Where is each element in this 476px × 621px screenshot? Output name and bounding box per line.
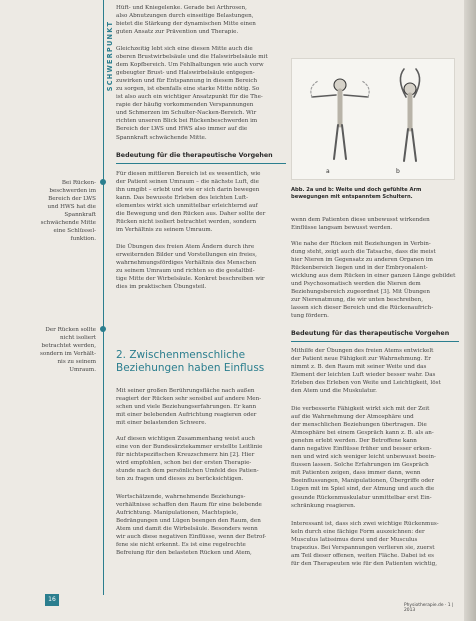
margin-note-2 [32, 326, 96, 374]
text-line: Die Übungen des freien Atem Ändern durch ihre [116, 244, 255, 250]
page-footer: Physiotherapie.de · 1 | 2013 [404, 603, 454, 613]
figure-caption [291, 187, 459, 202]
note-line: nicht isoliert [60, 335, 96, 342]
caption-line: bewegungen mit entspanntem Schultern. [291, 194, 413, 201]
text-line: also Abnutzungen durch einseitige Belastungen, [116, 13, 254, 20]
text-line: zu sorgen, ist ebenfalls eine starke Mitte nötig. So [116, 86, 260, 93]
text-line: für den Therapeuten wie für den Patienten wichtig, [291, 561, 437, 568]
text-line: Atem und damit die Wirbelsäule. Besonders wenn [116, 526, 258, 533]
text-line: eine von der Bundesärztekammer erstellte Leitlinie [116, 444, 263, 451]
margin-note-marker [100, 326, 106, 332]
text-line: zur Nierenatmung, die wir unten beschreiben, [291, 297, 423, 304]
text-line: Rücken nicht isoliert betrachtet werden, sondern [116, 219, 257, 226]
text-line: schränkung reagieren. [291, 502, 356, 509]
text-line: wicklung aus dem Rücken in einer ganzen Länge gebildet [291, 273, 456, 280]
text-line: mit einer belebenden Aufrichtung reagieren oder [116, 412, 257, 419]
text-line: kann. Das bewusste Erleben des leichten Luft- [116, 195, 249, 202]
body-paragraph [291, 405, 459, 510]
text-line: dung steht, zeigt auch die Tatsache, dass die meist [291, 249, 436, 256]
text-line: der Patient neue Fähigkeit zur Wahrnehmung. Er [291, 356, 431, 363]
text-line: Die verbesserte Fähigkeit wirkt sich mit der Zeit [291, 406, 430, 412]
text-line: wenn dem Patienten diese unbewusst wirkenden [291, 217, 430, 223]
body-paragraph [116, 243, 286, 291]
note-line: funktion. [70, 236, 96, 243]
section-tab-label: SCHWERPUNKT [106, 20, 114, 92]
exercise-illustration [292, 59, 454, 179]
text-line: auf die Wahrnehmung der Atmosphäre und [291, 414, 414, 421]
text-line: erweiternden Bilder und Vorstellungen ein freies, [116, 252, 257, 259]
note-line: sondern im Verhält- [39, 351, 96, 358]
text-line: nen und wird sich weniger leicht unbewusst beein- [291, 454, 436, 461]
text-line: der menschlichen Beziehungen übertragen. Die [291, 422, 427, 429]
body-paragraph [291, 520, 459, 568]
text-line: trapezius. Bei Verspannungen verlieren sie, zuerst [291, 545, 435, 552]
section-tab [104, 0, 116, 118]
page-edge [464, 0, 476, 621]
text-line: Bedrängungen und Lügen beengen den Raum, den [116, 518, 261, 525]
text-line: zuwirken und für Entspannung in diesem Bereich [116, 78, 258, 85]
text-line: fene sie nicht erkennt. Es ist eine regelrechte [116, 542, 246, 549]
text-line: Wie nahe der Rücken mit Beziehungen in Verbin- [291, 241, 431, 247]
text-line: Mithilfe der Übungen des freien Atems entwickelt [291, 348, 434, 354]
text-line: mit Patienten zeigen, dass immer dann, wenn [291, 470, 421, 477]
subheading-rule [291, 341, 459, 342]
text-line: Wertschätzende, wahrnehmende Beziehungs- [116, 494, 246, 500]
text-line: Für diesen mittleren Bereich ist es wesentlich, wie [116, 171, 261, 177]
text-line: den Atem und die Muskulatur. [291, 388, 377, 395]
body-paragraph [116, 170, 286, 234]
text-line: lassen sich dieser Bereich und die Rückenaufrich- [291, 305, 434, 312]
text-line: die Bewegung und den Rücken aus. Daher sollte der [116, 211, 266, 218]
text-line: tige Mitte der Wirbelsäule. Konkret beschreiben wir [116, 276, 265, 283]
text-line: Auf diesen wichtigen Zusammenhang weist auch [116, 436, 255, 442]
text-line: und Psychosomatisch werden die Nieren dem [291, 281, 421, 288]
page-number: 16 [45, 594, 59, 606]
text-line: Befreiung für den belasteten Rücken und Atem, [116, 550, 252, 557]
text-line: oberen Brustwirbelsäule und die Halswirbelsäule mit [116, 54, 268, 61]
text-line: richten unseren Blick bei Rückenbeschwerden im [116, 118, 258, 125]
figure-label-b: b [396, 168, 400, 175]
text-line: ihn umgibt – erlebt und wie er sich darin bewegen [116, 187, 260, 194]
text-line: dann negative Einflüsse früher und besser erken- [291, 446, 432, 453]
text-line: Element der leichten Luft wieder besser wahr. Das [291, 372, 436, 379]
heading-line: 2. Zwischenmenschliche [116, 349, 246, 361]
note-line: Umraum. [69, 367, 96, 374]
text-line: tung fördern. [291, 313, 329, 320]
text-line: Atmosphäre bei einem Gespräch kann z. B. als an- [291, 430, 434, 437]
margin-rule [103, 0, 104, 595]
text-line: der Patient seinen Umraum – die nächste Luft, die [116, 179, 259, 186]
text-line: gebeugter Brust- und Halswirbelsäule entgegen- [116, 70, 255, 77]
text-line: bietet die Stärkung der dynamischen Mitte einen [116, 21, 256, 28]
text-line: dies im praktischen Übungsteil. [116, 284, 207, 291]
text-line: gesunde Rückenmuskulatur unmittelbar erst Ein- [291, 494, 432, 501]
text-line: für nichtspezifischen Kreuzschmerz hin [2]. Hier [116, 452, 255, 459]
body-paragraph [291, 216, 459, 232]
note-line: Spannkraft [64, 212, 96, 219]
margin-note-1 [32, 179, 96, 243]
text-line: zu seinem Umraum und richten so die gestaltbil- [116, 268, 255, 275]
text-line: Mit seiner großen Berührungsfläche nach außen [116, 388, 255, 394]
exercise-figure [291, 58, 455, 180]
text-line: nimmt z. B. den Raum mit seiner Weite und das [291, 364, 427, 371]
text-line: reagiert der Rücken sehr sensibel auf andere Men- [116, 396, 262, 403]
body-paragraph [291, 347, 459, 395]
text-line: Erleben des Erleben von Weite und Leichtigkeit, löst [291, 380, 441, 387]
text-line: Musculus latissimus dorsi und der Musculus [291, 537, 418, 544]
heading-line: Beziehungen haben Einfluss [116, 362, 265, 374]
text-line: Beziehungsbereich zugeordnet [3]. Mit Übungen [291, 289, 430, 296]
subheading: Bedeutung für die therapeutische Vorgehen [116, 152, 273, 159]
body-paragraph [116, 435, 286, 483]
text-line: wir auch diese negativen Einflüsse, wenn der Betrof- [116, 534, 267, 541]
text-line: elementes wirkt sich unmittelbar erleichternd auf [116, 203, 258, 210]
figure-label-a: a [326, 168, 330, 175]
text-line: am Teil dieser offenen, weiten Fläche. Dabei ist es [291, 553, 434, 560]
text-line: Hüft- und Kniegelenke. Gerade bei Arthrosen, [116, 5, 247, 11]
text-line: wahrnehmungsfördiges Verhältnis des Menschen [116, 260, 257, 267]
body-paragraph [116, 45, 286, 142]
text-line: Gleichzeitig lebt sich eine diesen Mitte auch die [116, 46, 253, 52]
text-line: flussen lassen. Solche Erfahrungen im Gespräch [291, 462, 429, 469]
caption-line: Abb. 2a und b: Weite und doch gefühlte Arm [291, 187, 422, 193]
subheading: Bedeutung für das therapeutische Vorgehen [291, 330, 450, 337]
text-line: Rückenbereich liegen und in der Embryonalent- [291, 265, 428, 272]
note-line: betrachtet werden, [41, 343, 96, 350]
text-line: verhältnisse schaffen den Raum für eine belebende [116, 502, 262, 509]
note-line: Der Rücken sollte [45, 327, 96, 333]
text-line: mit einer belastenden Schwere. [116, 420, 207, 427]
text-line: genehm erlebt werden. Der Betroffene kann [291, 438, 417, 445]
text-line: Beeinflussungen, Manipulationen, Übergriffe oder [291, 478, 435, 485]
note-line: Bereich der LWS [48, 196, 96, 203]
body-paragraph [116, 387, 286, 427]
text-line: Lügen mit im Spiel sind, der Atmung und auch die [291, 486, 435, 493]
text-line: hier Nieren im Gegensatz zu anderen Organen im [291, 257, 433, 264]
text-line: rapie der häufig vorkommenden Verspannungen [116, 102, 254, 109]
body-paragraph [116, 493, 286, 557]
text-line: und Schmerzen im Schulter-Nacken-Bereich. Wir [116, 110, 257, 117]
text-line: wird empfohlen, schon bei der ersten Therapie- [116, 460, 252, 467]
text-line: Interessant ist, dass sich zwei wichtige Rückenmus- [291, 521, 439, 527]
section-heading [116, 349, 286, 375]
note-line: schwächende Mitte [40, 220, 96, 227]
text-line: schen und viele Beziehungserfahrungen. Er kann [116, 404, 257, 411]
text-line: keln durch eine fächige Form auszeichnen: der [291, 529, 425, 536]
body-paragraph [291, 240, 459, 320]
text-line: dem Kopfbereich. Um Fehlhaltungen wie auch vorw [116, 62, 264, 69]
note-line: beschwerden im [49, 188, 96, 195]
body-paragraph [116, 4, 286, 36]
text-line: ten zu fragen und dieses zu berücksichtigen. [116, 476, 244, 483]
note-line: Bei Rücken- [61, 180, 96, 186]
text-line: im Verhältnis zu seinem Umraum. [116, 227, 213, 234]
text-line: Spannkraft schwächende Mitte. [116, 134, 207, 141]
text-line: guten Ansatz zur Prävention und Therapie. [116, 29, 239, 36]
note-line: eine Schlüssel- [53, 228, 96, 235]
margin-note-marker [100, 179, 106, 185]
text-line: Aufrichtung. Manipulationen, Machtspiele, [116, 510, 239, 517]
text-line: Einflüsse langsam bewusst werden. [291, 225, 393, 232]
note-line: und HWS hat die [47, 204, 96, 211]
text-line: stunde nach dem persönlichen Umfeld des Patien- [116, 468, 259, 475]
subheading-rule [116, 163, 286, 164]
text-line: ist also auch ein wichtiger Ansatzpunkt für die The- [116, 94, 263, 101]
note-line: nis zu seinem [57, 359, 96, 366]
text-line: Bereich der LWS und HWS also immer auf die [116, 126, 248, 133]
